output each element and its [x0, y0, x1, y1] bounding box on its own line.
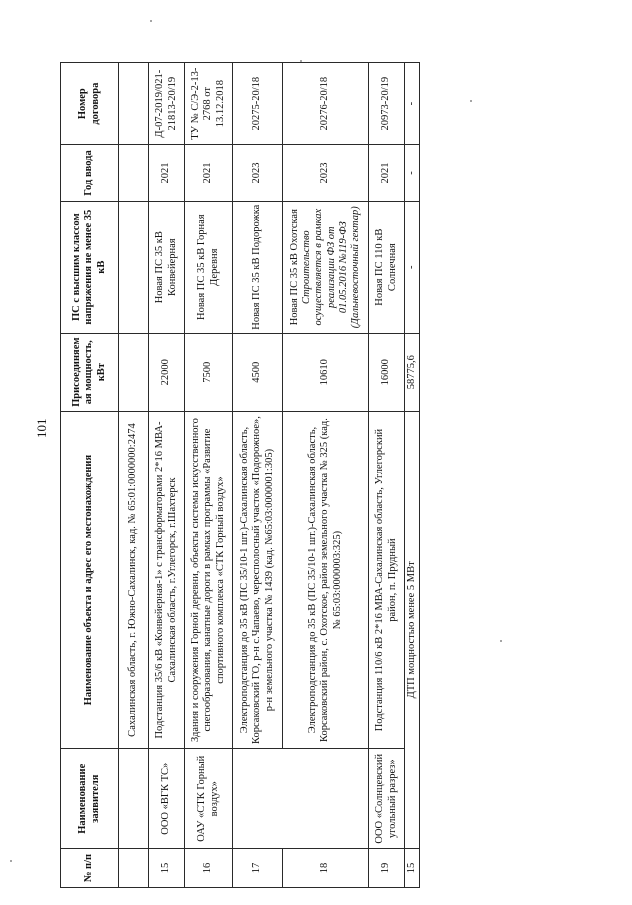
- table-row: [149, 63, 185, 888]
- cell-year: [119, 145, 149, 201]
- total-contract: -: [405, 63, 420, 145]
- scan-speck: [300, 60, 302, 62]
- substation-note: Строительство осуществляется в рамках реализации ФЗ от 01.05.2016 №119-ФЗ (Дальневосточный гектар): [301, 206, 361, 329]
- cell-contract: Д-07-2019/021-21813-20/19: [149, 63, 185, 145]
- cell-year: 2023: [283, 145, 369, 201]
- total-row: [405, 63, 420, 888]
- cell-num: 16: [185, 849, 233, 888]
- cell-year: 2023: [233, 145, 283, 201]
- cell-substation: Новая ПС 35 кВ Горная Деревня: [185, 201, 233, 333]
- header-object: Наименование объекта и адрес его местонахождения: [61, 411, 119, 749]
- cell-contract: [119, 63, 149, 145]
- table-row: [119, 63, 149, 888]
- cell-substation: [119, 201, 149, 333]
- total-num: 15: [405, 849, 420, 888]
- cell-applicant: ООО «Солнцевский угольный разрез»: [369, 749, 405, 849]
- cell-power: [119, 333, 149, 411]
- header-power: Присоединяемая мощность, кВт: [61, 333, 119, 411]
- cell-power: 22000: [149, 333, 185, 411]
- cell-contract: 20973-20/19: [369, 63, 405, 145]
- table-row: [233, 63, 283, 888]
- cell-applicant: ОАУ «СТК Горный воздух»: [185, 749, 233, 849]
- cell-object: Сахалинская область, г. Южно-Сахалинск, кад. № 65:01:0000000:2474: [119, 411, 149, 749]
- scan-speck: [500, 640, 502, 642]
- cell-num: 19: [369, 849, 405, 888]
- cell-contract: 20275-20/18: [233, 63, 283, 145]
- cell-power: 16000: [369, 333, 405, 411]
- cell-substation: Новая ПС 110 кВ Солнечная: [369, 201, 405, 333]
- cell-object: Подстанция 35/6 кВ «Конвейерная-1» с трансформаторами 2*16 МВА-Сахалинская область, г.Углегорск, г.Шахтерск: [149, 411, 185, 749]
- cell-applicant: [119, 749, 149, 849]
- header-applicant: Наименование заявителя: [61, 749, 119, 849]
- table-row: [185, 63, 233, 888]
- page-number: 101: [34, 418, 49, 438]
- cell-num: [119, 849, 149, 888]
- cell-power: 10610: [283, 333, 369, 411]
- cell-year: 2021: [369, 145, 405, 201]
- cell-power: 7500: [185, 333, 233, 411]
- total-substation: -: [405, 201, 420, 333]
- cell-power: 4500: [233, 333, 283, 411]
- total-power: 58775,6: [405, 333, 420, 411]
- scan-speck: [470, 100, 472, 102]
- cell-object: Здания и сооружения Горной деревни, объекты системы искусственного снегообразования, канатные дороги в рамках программы «Развитие спортивного комплекса «СТК Горный воздух»: [185, 411, 233, 749]
- cell-substation: [283, 201, 369, 333]
- header-num: № п/п: [61, 849, 119, 888]
- substation-name: Новая ПС 35 кВ Охотская: [289, 209, 301, 326]
- table-row: [369, 63, 405, 888]
- cell-num: 15: [149, 849, 185, 888]
- header-year: Год ввода: [61, 145, 119, 201]
- connection-table: [60, 62, 420, 888]
- cell-contract: 20276-20/18: [283, 63, 369, 145]
- cell-num: 18: [283, 849, 369, 888]
- cell-substation: Новая ПС 35 кВ Подорожка: [233, 201, 283, 333]
- scan-speck: [150, 20, 152, 22]
- total-year: -: [405, 145, 420, 201]
- cell-object: Электроподстанция до 35 кВ (ПС 35/10-1 шт.)-Сахалинская область, Корсаковский район, с. Охотское, район земельного участка № 325 (кад. № 65:03:0000003:325): [283, 411, 369, 749]
- cell-num: 17: [233, 849, 283, 888]
- cell-object: Подстанция 110/6 кВ 2*16 МВА-Сахалинская область, Углегорский район, п. Прудный: [369, 411, 405, 749]
- header-row: [61, 63, 119, 888]
- cell-object: Электроподстанция до 35 кВ (ПС 35/10-1 шт.)-Сахалинская область, Корсаковский ГО, р-н с.Чапаево, чересполосный участок «Подорожное», р-н земельного участка № 1439 (кад. №65:03:0000001:305): [233, 411, 283, 749]
- cell-contract: ТУ № С/Э-2-13-2768 от 13.12.2018: [185, 63, 233, 145]
- header-contract: Номер договора: [61, 63, 119, 145]
- scan-speck: [10, 860, 12, 862]
- rotated-table-container: [60, 62, 417, 888]
- header-substation: ПС с высшим классом напряжения не менее 35 кВ: [61, 201, 119, 333]
- cell-year: 2021: [149, 145, 185, 201]
- cell-applicant: ООО «ВГК ТС»: [149, 749, 185, 849]
- total-label: ДТП мощностью менее 5 МВт: [405, 411, 420, 848]
- cell-substation: Новая ПС 35 кВ Конвейерная: [149, 201, 185, 333]
- cell-year: 2021: [185, 145, 233, 201]
- cell-applicant: [233, 749, 369, 849]
